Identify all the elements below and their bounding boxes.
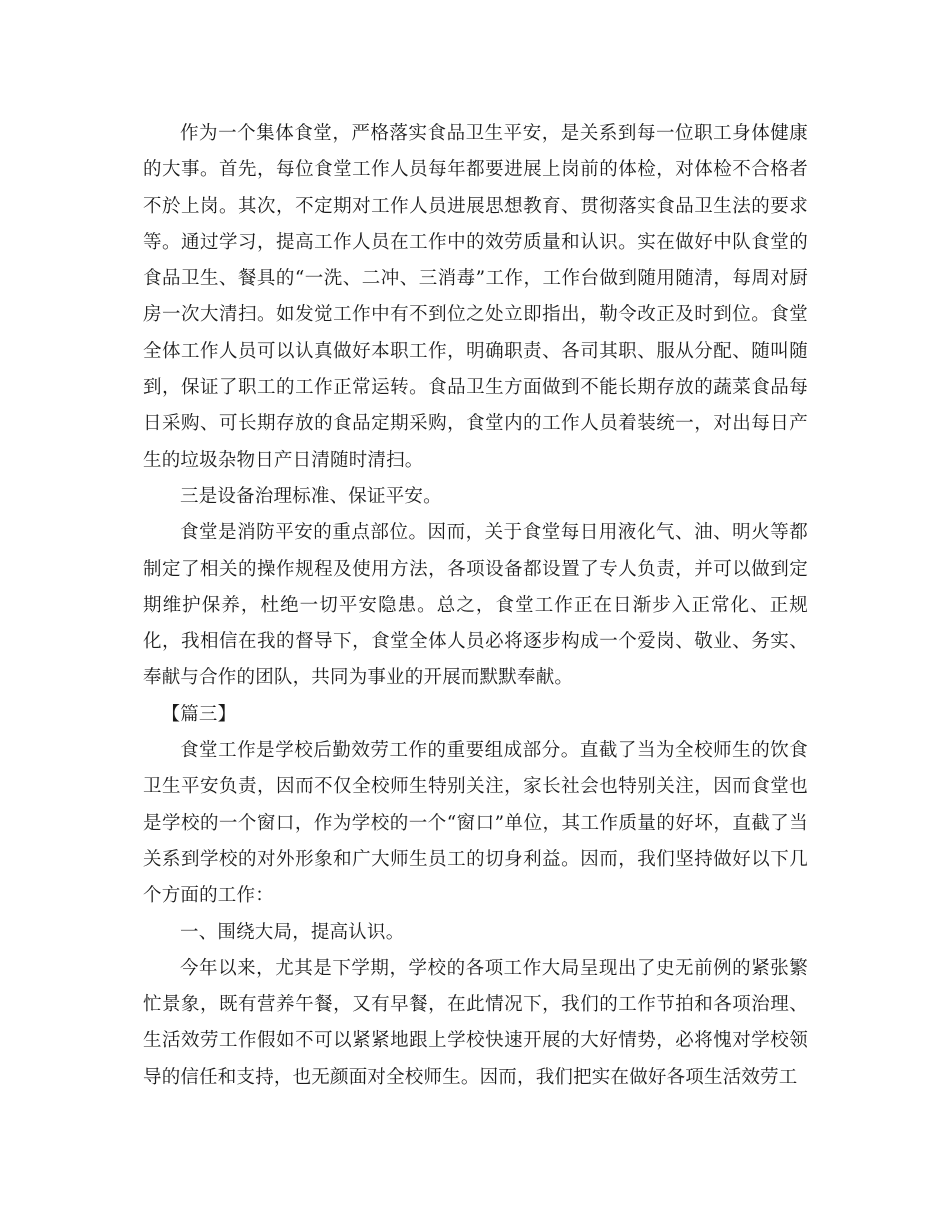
document-body xyxy=(143,116,808,1096)
paragraph-canteen-role: 食堂工作是学校后勤效劳工作的重要组成部分。直截了当为全校师生的饮食卫生平安负责，因而不仅全校师生特别关注，家长社会也特别关注，因而食堂也是学校的一个窗口，作为学校的一个“窗口”单位，其工作质量的好坏，直截了当关系到学校的对外形象和广大师生员工的切身利益。因而，我们坚持做好以下几个方面的工作： xyxy=(143,740,808,907)
paragraph-this-year: 今年以来，尤其是下学期，学校的各项工作大局呈现出了史无前例的紧张繁忙景象，既有营养午餐，又有早餐，在此情况下，我们的工作节拍和各项治理、生活效劳工作假如不可以紧紧地跟上学校快速开展的大好情势，必将愧对学校领导的信任和支持，也无颜面对全校师生。因而，我们把实在做好各项生活效劳工 xyxy=(143,957,808,1088)
paragraph-overall-situation-heading: 一、围绕大局，提高认识。 xyxy=(180,921,405,943)
paragraph-fire-safety: 食堂是消防平安的重点部位。因而，关于食堂每日用液化气、油、明火等都制定了相关的操作规程及使用方法，各项设备都设置了专人负责，并可以做到定期维护保养，杜绝一切平安隐患。总之，食堂工作正在日渐步入正常化、正规化，我相信在我的督导下，食堂全体人员必将逐步构成一个爱岗、敬业、务实、奉献与合作的团队，共同为事业的开展而默默奉献。 xyxy=(143,522,808,689)
paragraph-equipment-safety-heading: 三是设备治理标准、保证平安。 xyxy=(180,485,442,507)
paragraph-canteen-hygiene: 作为一个集体食堂，严格落实食品卫生平安，是关系到每一位职工身体健康的大事。首先，每位食堂工作人员每年都要进展上岗前的体检，对体检不合格者不於上岗。其次，不定期对工作人员进展思想教育、贯彻落实食品卫生法的要求等。通过学习，提高工作人员在工作中的效劳质量和认识。实在做好中队食堂的食品卫生、餐具的“一洗、二冲、三消毒”工作，工作台做到随用随清，每周对厨房一次大清扫。如发觉工作中有不到位之处立即指出，勒令改正及时到位。食堂全体工作人员可以认真做好本职工作，明确职责、各司其职、服从分配、随叫随到，保证了职工的工作正常运转。食品卫生方面做到不能长期存放的蔬菜食品每日采购、可长期存放的食品定期采购，食堂内的工作人员着装统一，对出每日产生的垃圾杂物日产日清随时清扫。 xyxy=(143,123,808,471)
section-heading-part-three: 【篇三】 xyxy=(161,703,237,725)
